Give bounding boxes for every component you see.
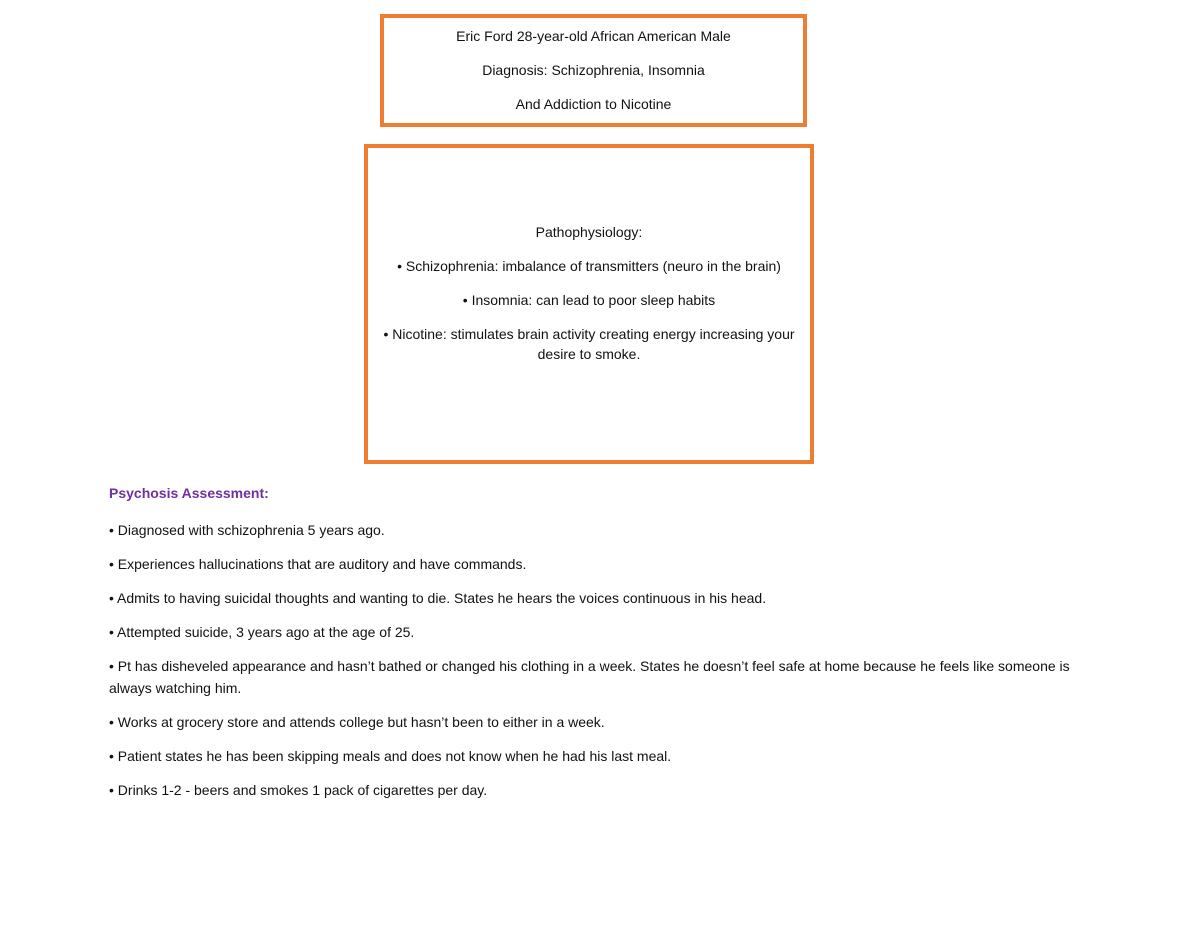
list-item: • Patient states he has been skipping meals and does not know when he had his last meal. [109,748,672,764]
list-item: • Pt has disheveled appearance and hasn’t bathed or changed his clothing in a week. States he doesn’t feel safe at home because he feels like someone is always watching him. [109,658,1070,696]
diagnosis-continued-line: And Addiction to Nicotine [515,96,672,112]
list-item: • Works at grocery store and attends college but hasn’t been to either in a week. [109,714,605,730]
pathophysiology-item: • Nicotine: stimulates brain activity creating energy increasing your desire to smoke. [383,326,795,362]
patient-name-line: Eric Ford 28-year-old African American Male [456,28,731,44]
list-item: • Diagnosed with schizophrenia 5 years ago. [109,522,385,538]
pathophysiology-title: Pathophysiology: [535,224,643,240]
pathophysiology-box [364,144,814,464]
list-item: • Drinks 1-2 - beers and smokes 1 pack of cigarettes per day. [109,782,488,798]
patient-header-box [380,14,807,127]
pathophysiology-item: • Schizophrenia: imbalance of transmitters (neuro in the brain) [397,258,781,274]
list-item: • Attempted suicide, 3 years ago at the age of 25. [109,624,415,640]
list-item: • Admits to having suicidal thoughts and wanting to die. States he hears the voices continuous in his head. [109,590,767,606]
psychosis-assessment-title: Psychosis Assessment: [109,485,269,501]
diagnosis-line: Diagnosis: Schizophrenia, Insomnia [482,62,705,78]
list-item: • Experiences hallucinations that are auditory and have commands. [109,556,527,572]
psychosis-assessment-list [109,519,1079,813]
pathophysiology-item: • Insomnia: can lead to poor sleep habits [462,292,716,308]
